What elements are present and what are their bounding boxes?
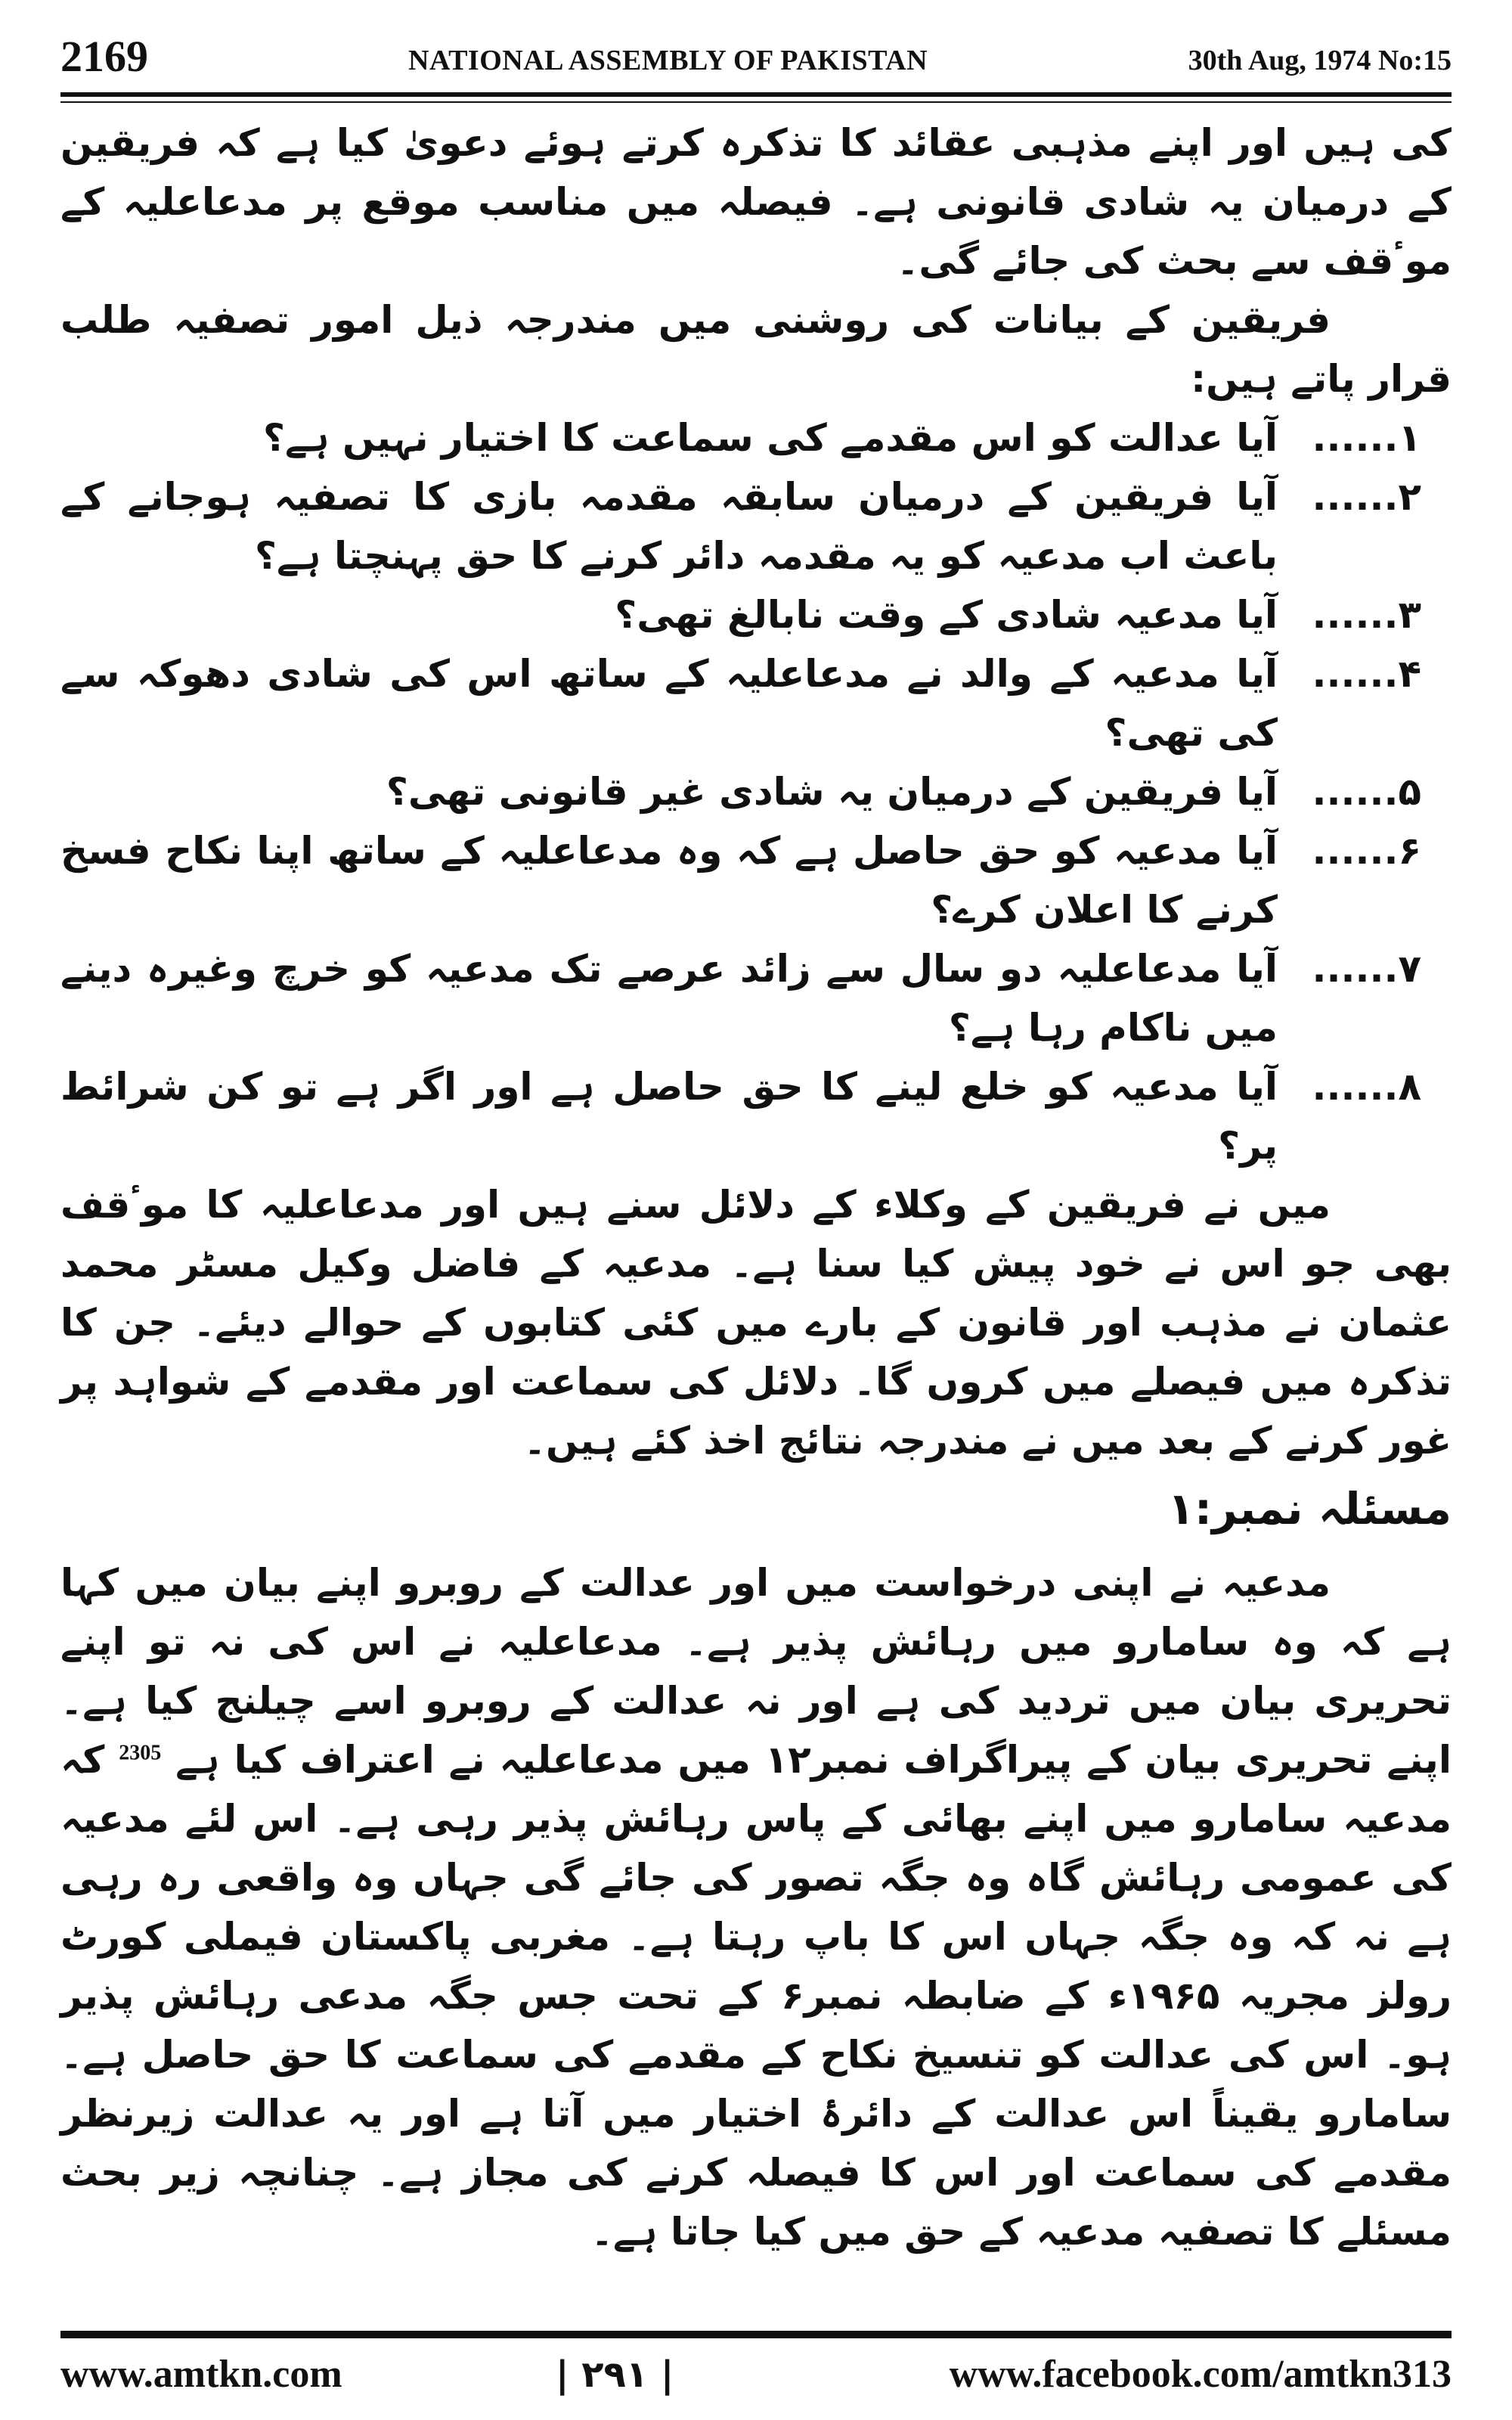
paragraph-issue-one-part-a: مدعیہ نے اپنی درخواست میں اور عدالت کے روبرو اپنے بیان میں کہا ہے کہ وہ سامارو میں رہائش پذیر ہے۔ مدعاعلیہ نے اس کی نہ تو اپنے تحریری بیان میں تردید کی ہے اور نہ عدالت کے روبرو اسے چیلنج کیا ہے۔ اپنے تحریری بیان کے پیراگراف نمبر۱۲ میں مدعاعلیہ نے اعتراف کیا ہے (60, 1561, 1452, 1782)
issue-number: ۴...... (1312, 652, 1421, 696)
issue-number: ۶...... (1312, 829, 1421, 873)
issue-number: ۱...... (1312, 416, 1421, 460)
page-header (60, 30, 1452, 91)
issue-item (60, 467, 1452, 585)
issue-item (60, 408, 1452, 467)
issue-text: آیا فریقین کے درمیان یہ شادی غیر قانونی تھی؟ (386, 770, 1278, 814)
issue-number: ۵...... (1312, 770, 1421, 814)
footer-rule (60, 2331, 1452, 2338)
footnote-reference: 2305 (119, 1741, 162, 1765)
section-heading: مسئلہ نمبر:۱ (1167, 1483, 1452, 1534)
issue-item (60, 585, 1452, 644)
page-number: 2169 (60, 32, 148, 81)
issue-text: آیا مدعیہ کو حق حاصل ہے کہ وہ مدعاعلیہ کے ساتھ اپنا نکاح فسخ کرنے کا اعلان کرے؟ (60, 829, 1278, 932)
paragraph-issue-one-part-b: کہ مدعیہ سامارو میں اپنے بھائی کے پاس رہائش پذیر رہی ہے۔ اس لئے مدعیہ کی عمومی رہائش گاہ وہ جگہ تصور کی جائے گی جہاں وہ واقعی رہ رہی ہے نہ کہ وہ جگہ جہاں اس کا باپ رہتا ہے۔ مغربی پاکستان فیملی کورٹ رولز مجریہ ۱۹۶۵ء کے ضابطہ نمبر۶ کے تحت جس جگہ مدعی رہائش پذیر ہو۔ اس کی عدالت کو تنسیخ نکاح کے مقدمے کی سماعت کا حق حاصل ہے۔ سامارو یقیناً اس عدالت کے دائرۂ اختیار میں آتا ہے اور یہ عدالت زیرنظر مقدمے کی سماعت اور اس کا فیصلہ کرنے کی مجاز ہے۔ چنانچہ زیر بحث مسئلے کا تصفیہ مدعیہ کے حق میں کیا جاتا ہے۔ (60, 1738, 1452, 2254)
header-rule-thin (60, 101, 1452, 103)
footer-page-number: | ۲۹۱ | (556, 2353, 674, 2396)
page-footer (60, 2344, 1452, 2405)
header-title: NATIONAL ASSEMBLY OF PAKISTAN (408, 45, 928, 76)
issue-item (60, 1057, 1452, 1175)
issue-text: آیا مدعیہ کے والد نے مدعاعلیہ کے ساتھ اس کی شادی دھوکہ سے کی تھی؟ (60, 652, 1278, 755)
issue-text: آیا فریقین کے درمیان سابقہ مقدمہ بازی کا تصفیہ ہوجانے کے باعث اب مدعیہ کو یہ مقدمہ دائر کرنے کا حق پہنچتا ہے؟ (60, 475, 1278, 578)
issue-text: آیا مدعیہ شادی کے وقت نابالغ تھی؟ (615, 593, 1278, 637)
issue-item (60, 939, 1452, 1057)
paragraph-issue-one (60, 1553, 1452, 2261)
issue-item (60, 821, 1452, 939)
footer-website-link[interactable]: www.amtkn.com (60, 2353, 342, 2396)
paragraph-arguments: میں نے فریقین کے وکلاء کے دلائل سنے ہیں اور مدعاعلیہ کا موٴقف بھی جو اس نے خود پیش کیا سنا ہے۔ مدعیہ کے فاضل وکیل مسٹر محمد عثمان نے مذہب اور قانون کے بارے میں کئی کتابوں کے حوالے دیئے۔ جن کا تذکرہ میں فیصلے میں کروں گا۔ دلائل کی سماعت اور مقدمے کے شواہد پر غور کرنے کے بعد میں نے مندرجہ نتائج اخذ کئے ہیں۔ (60, 1183, 1452, 1463)
issue-text: آیا عدالت کو اس مقدمے کی سماعت کا اختیار نہیں ہے؟ (263, 416, 1278, 460)
issue-item (60, 644, 1452, 762)
header-rule-thick (60, 92, 1452, 97)
issue-text: آیا مدعیہ کو خلع لینے کا حق حاصل ہے اور اگر ہے تو کن شرائط پر؟ (60, 1065, 1278, 1168)
issue-number: ۳...... (1312, 593, 1421, 637)
footer-facebook-link[interactable]: www.facebook.com/amtkn313 (949, 2353, 1452, 2396)
header-date-number: 30th Aug, 1974 No:15 (1188, 45, 1452, 76)
paragraph-intro: کی ہیں اور اپنے مذہبی عقائد کا تذکرہ کرتے ہوئے دعویٰ کیا ہے کہ فریقین کے درمیان یہ شادی قانونی ہے۔ فیصلہ میں مناسب موقع پر مدعاعلیہ کے موٴقف سے بحث کی جائے گی۔ (60, 121, 1452, 283)
issue-number: ۷...... (1312, 947, 1421, 991)
issue-number: ۸...... (1312, 1065, 1421, 1109)
document-body (60, 113, 1452, 2261)
issue-number: ۲...... (1312, 475, 1421, 519)
issue-item (60, 762, 1452, 821)
paragraph-issues-intro: فریقین کے بیانات کی روشنی میں مندرجہ ذیل امور تصفیہ طلب قرار پاتے ہیں: (60, 298, 1452, 401)
issue-text: آیا مدعاعلیہ دو سال سے زائد عرصے تک مدعیہ کو خرچ وغیرہ دینے میں ناکام رہا ہے؟ (60, 947, 1278, 1050)
